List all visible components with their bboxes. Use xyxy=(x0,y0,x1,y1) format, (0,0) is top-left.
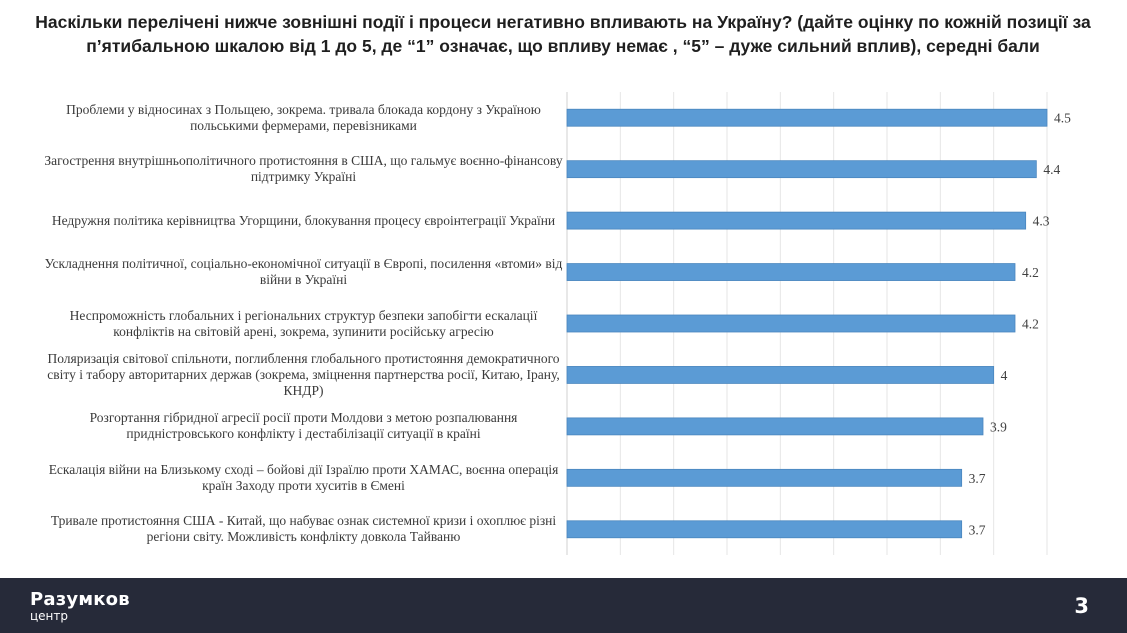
bar xyxy=(567,315,1015,332)
bar xyxy=(567,418,983,435)
category-label: Розгортання гібридної агресії росії проти Молдови з метою розпалювання придністровського конфлікту і дестабілізації ситуації в країні xyxy=(89,410,518,442)
category-label: Ескалація війни на Близькому сході – бойові дії Ізраїлю проти ХАМАС, воєнна операція країн Заходу проти хуситів в Ємені xyxy=(48,461,559,493)
bar xyxy=(567,521,962,538)
data-label: 4.2 xyxy=(1022,316,1039,332)
data-label: 3.9 xyxy=(990,419,1007,435)
chart-title: Наскільки перелічені нижче зовнішні події і процеси негативно впливають на Україну? (дайте оцінку по кожній позиції за п’ятибальною шкалою від 1 до 5, де “1” означає, що впливу немає , “5” – дуже сильний вплив), середні бали xyxy=(35,12,1091,56)
category-label: Недружня політика керівництва Угорщини, блокування процесу євроінтеграції України xyxy=(51,212,556,228)
category-label: Проблеми у відносинах з Польщею, зокрема. тривала блокада кордону з Україною польськими фермерами, перевізниками xyxy=(66,101,541,133)
bar xyxy=(567,264,1015,281)
bar xyxy=(567,469,962,486)
data-label: 4.3 xyxy=(1032,213,1050,229)
data-label: 4 xyxy=(1000,367,1008,383)
page-number: 3 xyxy=(1074,594,1089,618)
brand-logo xyxy=(30,590,130,623)
data-label: 3.7 xyxy=(968,522,986,538)
data-label: 3.7 xyxy=(968,470,986,486)
bar xyxy=(567,212,1026,229)
category-label: Загострення внутрішньополітичного протистояння в США, що гальмує воєнно-фінансову підтримку Україні xyxy=(44,153,563,185)
category-label: Неспроможність глобальних і регіональних структур безпеки запобігти ескалації конфліктів на світовій арені, зокрема, зупинити російську агресію xyxy=(69,307,538,339)
footer-bar xyxy=(0,578,1127,633)
brand-name: Разумков xyxy=(30,589,130,610)
category-label: Ускладнення політичної, соціально-економічної ситуації в Європі, посилення «втоми» від війни в Україні xyxy=(44,256,563,288)
data-label: 4.4 xyxy=(1043,162,1061,178)
bar xyxy=(567,366,994,383)
category-label: Тривале протистояння США - Китай, що набуває ознак системної кризи і охоплює різні регіони світу. Можливість конфлікту довкола Тайваню xyxy=(50,513,557,545)
bar xyxy=(567,109,1047,126)
category-label: Поляризація світової спільноти, поглиблення глобального протистояння демократичного світу і табору авторитарних держав (зокрема, зміцнення партнерства росії, Китаю, Ірану, КНДР) xyxy=(47,350,560,398)
data-label: 4.2 xyxy=(1022,265,1039,281)
brand-subtitle: центр xyxy=(30,609,69,623)
data-label: 4.5 xyxy=(1054,110,1071,126)
bar xyxy=(567,161,1036,178)
